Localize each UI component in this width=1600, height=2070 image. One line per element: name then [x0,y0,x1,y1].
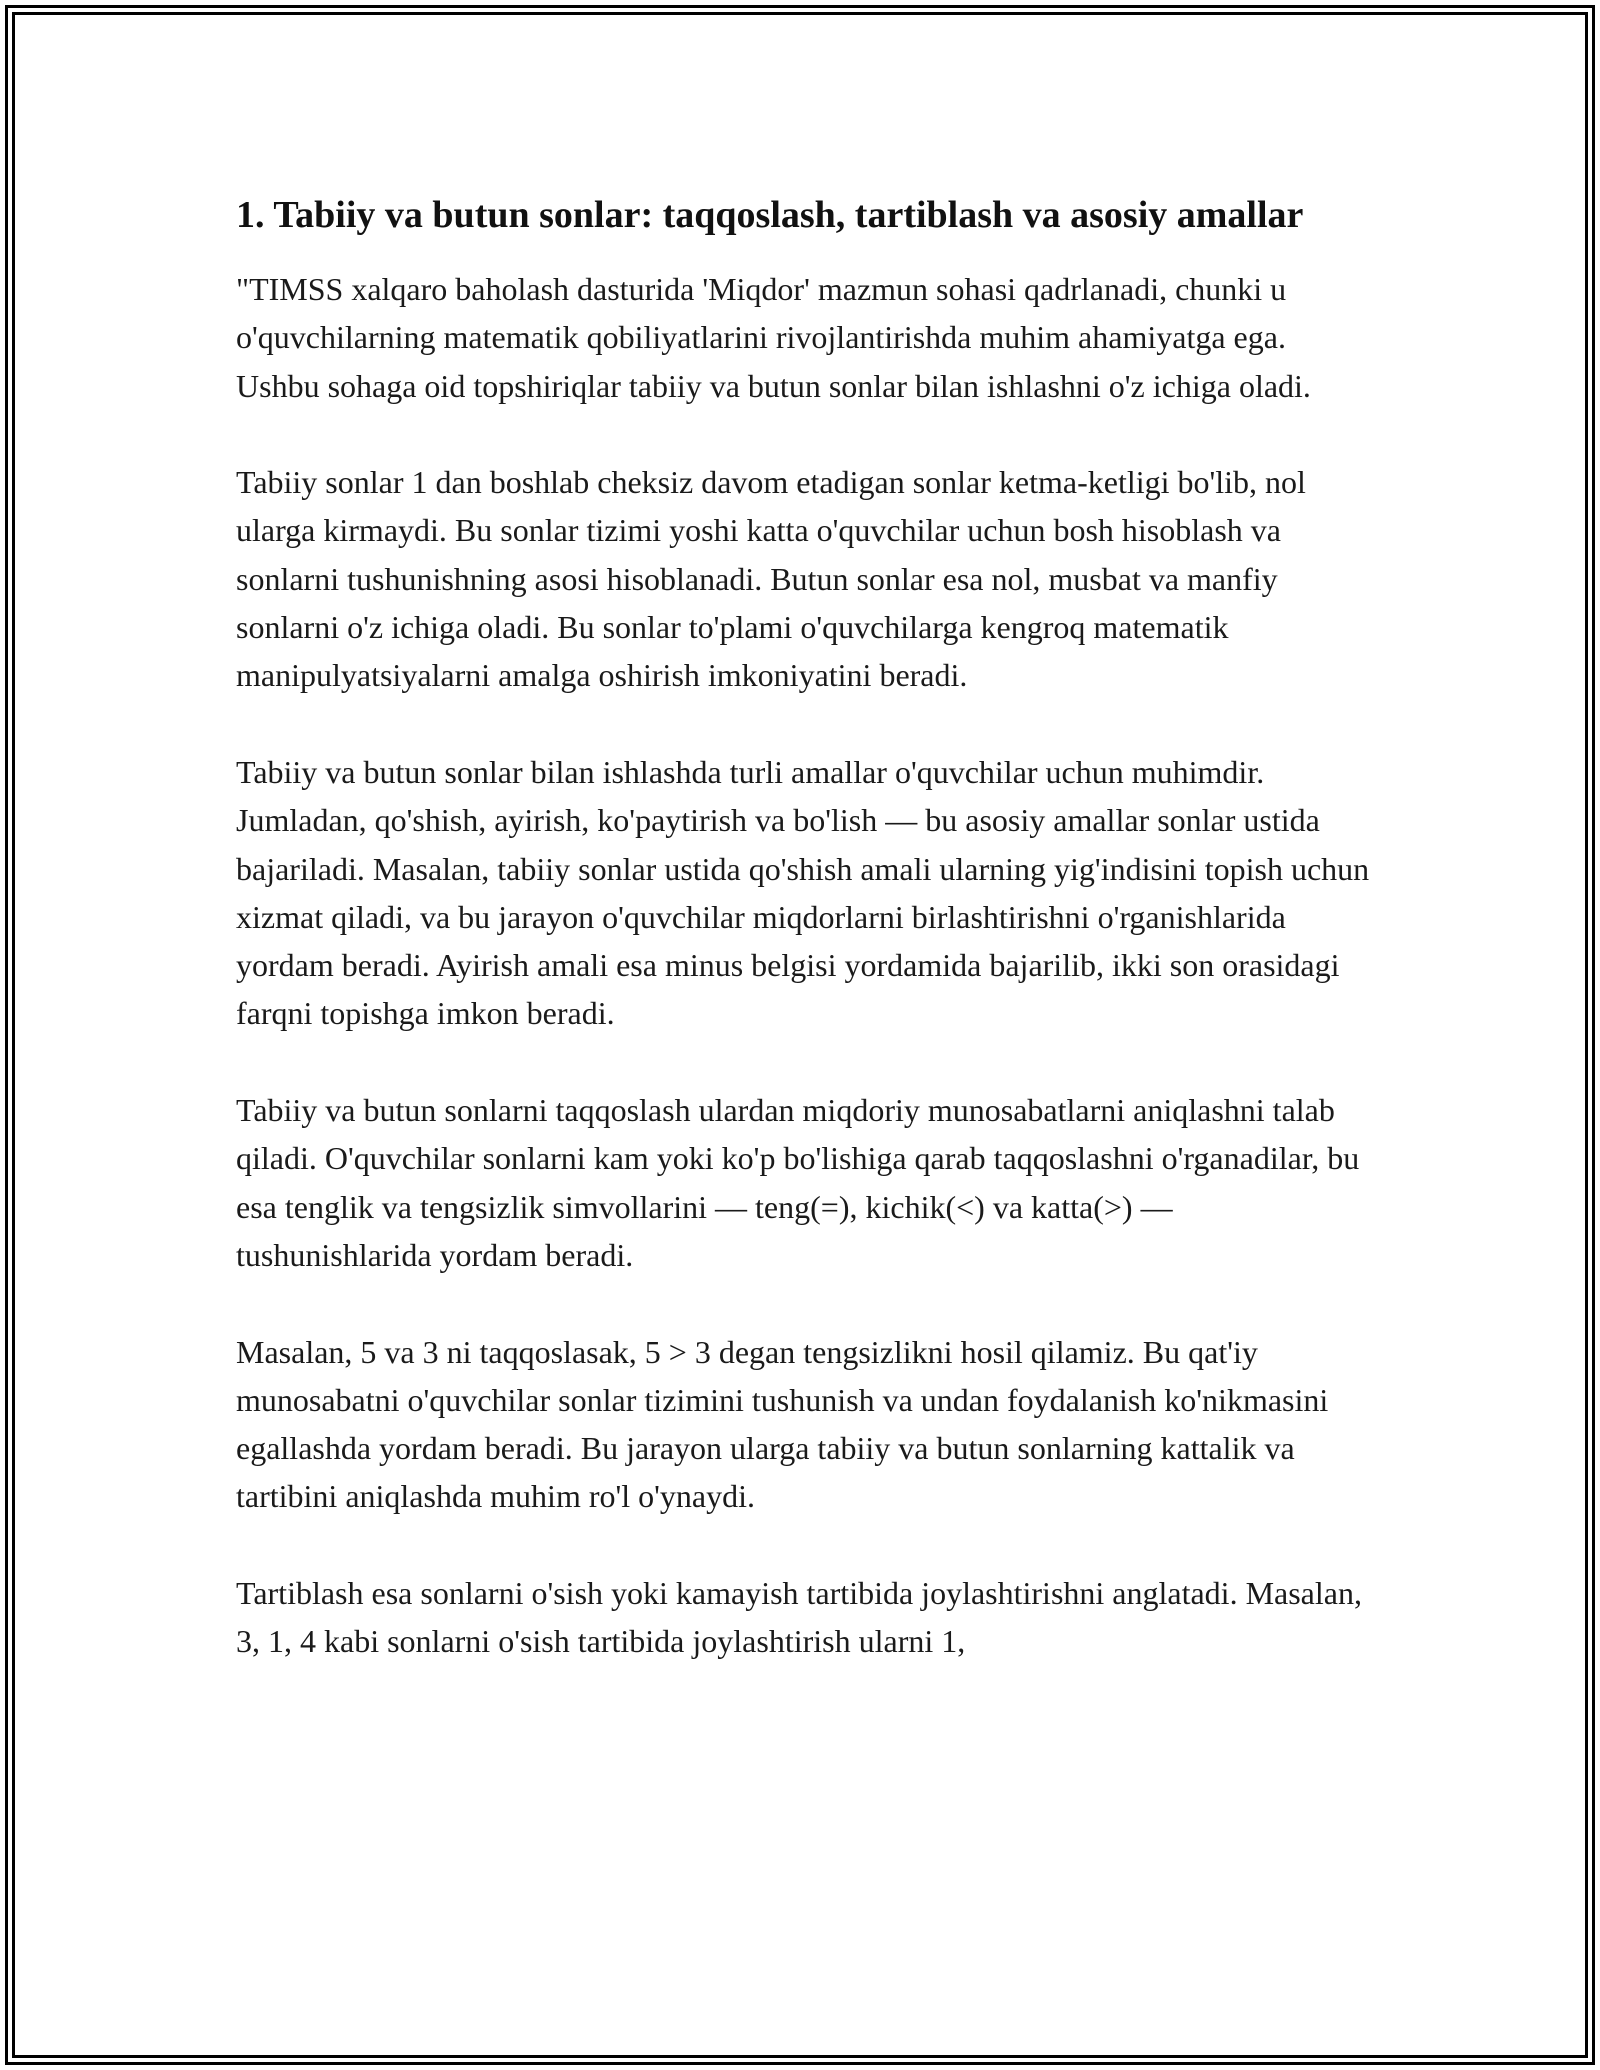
paragraph-operations: Tabiiy va butun sonlar bilan ishlashda turli amallar o'quvchilar uchun muhimdir. Jumladan, qo'shish, ayirish, ko'paytirish va bo'lish — bu asosiy amallar sonlar ustida bajariladi. Masalan, tabiiy sonlar ustida qo'shish amali ularning yig'indisini topish uchun xizmat qiladi, va bu jarayon o'quvchilar miqdorlarni birlashtirishni o'rganishlarida yordam beradi. Ayirish amali esa minus belgisi yordamida bajarilib, ikki son orasidagi farqni topishga imkon beradi. [236,753,1370,1032]
paragraph-example: Masalan, 5 va 3 ni taqqoslasak, 5 > 3 degan tengsizlikni hosil qilamiz. Bu qat'iy munosabatni o'quvchilar sonlar tizimini tushunish va undan foydalanish ko'nikmasini egallashda yordam beradi. Bu jarayon ularga tabiiy va butun sonlarning kattalik va tartibini aniqlashda muhim ro'l o'ynaydi. [236,1333,1329,1515]
paragraph-natural-numbers: Tabiiy sonlar 1 dan boshlab cheksiz davom etadigan sonlar ketma-ketligi bo'lib, nol ularga kirmaydi. Bu sonlar tizimi yoshi katta o'quvchilar uchun bosh hisoblash va sonlarni tushunishning asosi hisoblanadi. Butun sonlar esa nol, musbat va manfiy sonlarni o'z ichiga oladi. Bu sonlar to'plami o'quvchilarga kengroq matematik manipulyatsiyalarni amalga oshirish imkoniyatini beradi. [236,464,1306,694]
document-body [236,188,1371,1714]
paragraph-comparison: Tabiiy va butun sonlarni taqqoslash ulardan miqdoriy munosabatlarni aniqlashni talab qiladi. O'quvchilar sonlarni kam yoki ko'p bo'lishiga qarab taqqoslashni o'rganadilar, bu esa tenglik va tengsizlik simvollarini — teng(=), kichik(<) va katta(>) — tushunishlarida yordam beradi. [236,1092,1360,1273]
section-heading: 1. Tabiiy va butun sonlar: taqqoslash, tartiblash va asosiy amallar [236,194,1304,236]
paragraph-ordering: Tartiblash esa sonlarni o'sish yoki kamayish tartibida joylashtirishni anglatadi. Masalan, 3, 1, 4 kabi sonlarni o'sish tartibida joylashtirish ularni 1, [236,1575,1362,1660]
paragraph-timss: "TIMSS xalqaro baholash dasturida 'Miqdor' mazmun sohasi qadrlanadi, chunki u o'quvchilarning matematik qobiliyatlarini rivojlantirishda muhim ahamiyatga ega. Ushbu sohaga oid topshiriqlar tabiiy va butun sonlar bilan ishlashni o'z ichiga oladi. [236,271,1311,404]
